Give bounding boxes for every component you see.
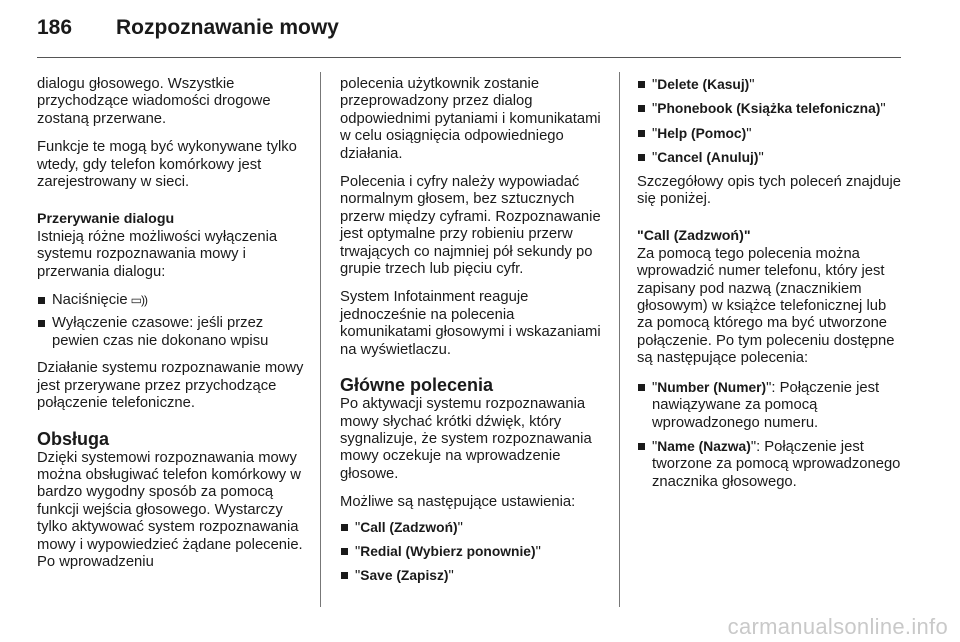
list-item: "Number (Numer)": Połączenie jest nawiązywane za pomocą wprowadzonego numeru. [637,379,903,432]
column-2 [340,76,605,596]
command-list [340,519,605,586]
section-heading: Główne polecenia [340,375,494,396]
command-name: Redial (Wybierz ponownie) [360,543,536,559]
column-1 [37,76,305,582]
command-name: Name (Nazwa) [657,438,751,454]
voice-control-icon: ▭)) [130,293,148,308]
section-main-commands [340,375,605,483]
paragraph: Możliwe są następujące ustawienia: [340,494,576,511]
paragraph: Za pomocą tego polecenia można wprowadzić numer telefonu, który jest zapisany pod nazwą (znacznikiem głosowym) w książce telefonicznej lub za pomocą którego ma być utworzone połączenie. Po tym poleceniu dostępne są następujące polecenia: [637,245,895,367]
list-item: "Name (Nazwa)": Połączenie jest tworzone za pomocą wprowadzonego znacznika głosowego. [637,438,903,491]
list-item: "Call (Zadzwoń)" [340,519,605,537]
interrupt-list [37,292,305,350]
section-heading: Przerywanie dialogu [37,211,175,228]
list-item-text: Naciśnięcie [52,292,128,309]
paragraph: Funkcje te mogą być wykonywane tylko wtedy, gdy telefon komórkowy jest zarejestrowany w sieci. [37,139,297,191]
paragraph: polecenia użytkownik zostanie przeprowadzony przez dialog odpowiednimi pytaniami i komunikatami w celu osiągnięcia odpowiedniego działania. [340,76,601,162]
paragraph: Dzięki systemowi rozpoznawania mowy można obsługiwać telefon komórkowy w bardzo wygodny sposób za pomocą funkcji wejścia głosowego. Wystarczy tylko aktywować system rozpoznawania mowy i wypowiedzieć żądane polecenie. Po wprowadzeniu [37,449,303,570]
paragraph: Po aktywacji systemu rozpoznawania mowy słychać krótki dźwięk, który sygnalizuje, że system rozpoznawania mowy oczekuje na wprowadzenie głosowe. [340,396,592,482]
list-item: "Delete (Kasuj)" [637,76,903,94]
list-item: Wyłączenie czasowe: jeśli przez pewien czas nie dokonano wpisu [37,315,305,350]
command-list [637,76,903,168]
paragraph: System Infotainment reaguje jednocześnie na polecenia komunikatami głosowymi i wskazaniami na wyświetlaczu. [340,289,601,358]
section-call [637,228,903,367]
list-item [37,292,305,309]
paragraph: Działanie systemu rozpoznawanie mowy jest przerywane przez przychodzące połączenie telefoniczne. [37,360,304,412]
paragraph: Szczegółowy opis tych poleceń znajduje się poniżej. [637,173,902,208]
watermark: carmanualsonline.info [727,614,948,639]
command-name: Phonebook (Książka telefoniczna) [657,101,881,117]
command-name: Save (Zapisz) [360,568,449,584]
section-obsluga [37,429,305,572]
page-title: Rozpoznawanie mowy [116,16,339,39]
list-item-text: : Połączenie jest tworzone za pomocą wprowadzonego znacznika głosowego. [652,438,901,490]
section-heading: "Call (Zadzwoń)" [637,228,751,245]
list-item: "Help (Pomoc)" [637,125,903,143]
call-options-list [637,379,903,491]
column-divider [320,72,321,607]
list-item: "Cancel (Anuluj)" [637,149,903,167]
command-name: Delete (Kasuj) [657,77,750,92]
list-item: "Save (Zapisz)" [340,567,605,585]
column-divider [619,72,620,607]
command-name: Help (Pomoc) [657,125,747,141]
list-item: "Phonebook (Książka telefoniczna)" [637,100,903,118]
paragraph: Istnieją różne możliwości wyłączenia systemu rozpoznawania mowy i przerwania dialogu: [37,228,278,280]
command-name: Number (Numer) [657,379,767,395]
paragraph: Polecenia i cyfry należy wypowiadać normalnym głosem, bez sztucznych przerw między cyframi. Rozpoznawanie jest optymalne przy robieniu przerw trwających co najmniej pół sekundy po grupie trzech lub pięciu cyfr. [340,174,601,278]
column-3 [637,76,903,501]
header-rule [37,57,901,58]
command-name: Cancel (Anuluj) [657,150,759,166]
command-name: Call (Zadzwoń) [360,519,458,535]
paragraph: dialogu głosowego. Wszystkie przychodzące wiadomości drogowe zostaną przerwane. [37,76,271,127]
page-number: 186 [37,16,73,39]
section-heading: Obsługa [37,428,110,449]
list-item-text: : Połączenie jest nawiązywane za pomocą wprowadzonego numeru. [652,379,880,431]
list-item: "Redial (Wybierz ponownie)" [340,543,605,561]
section-interrupt [37,211,305,281]
